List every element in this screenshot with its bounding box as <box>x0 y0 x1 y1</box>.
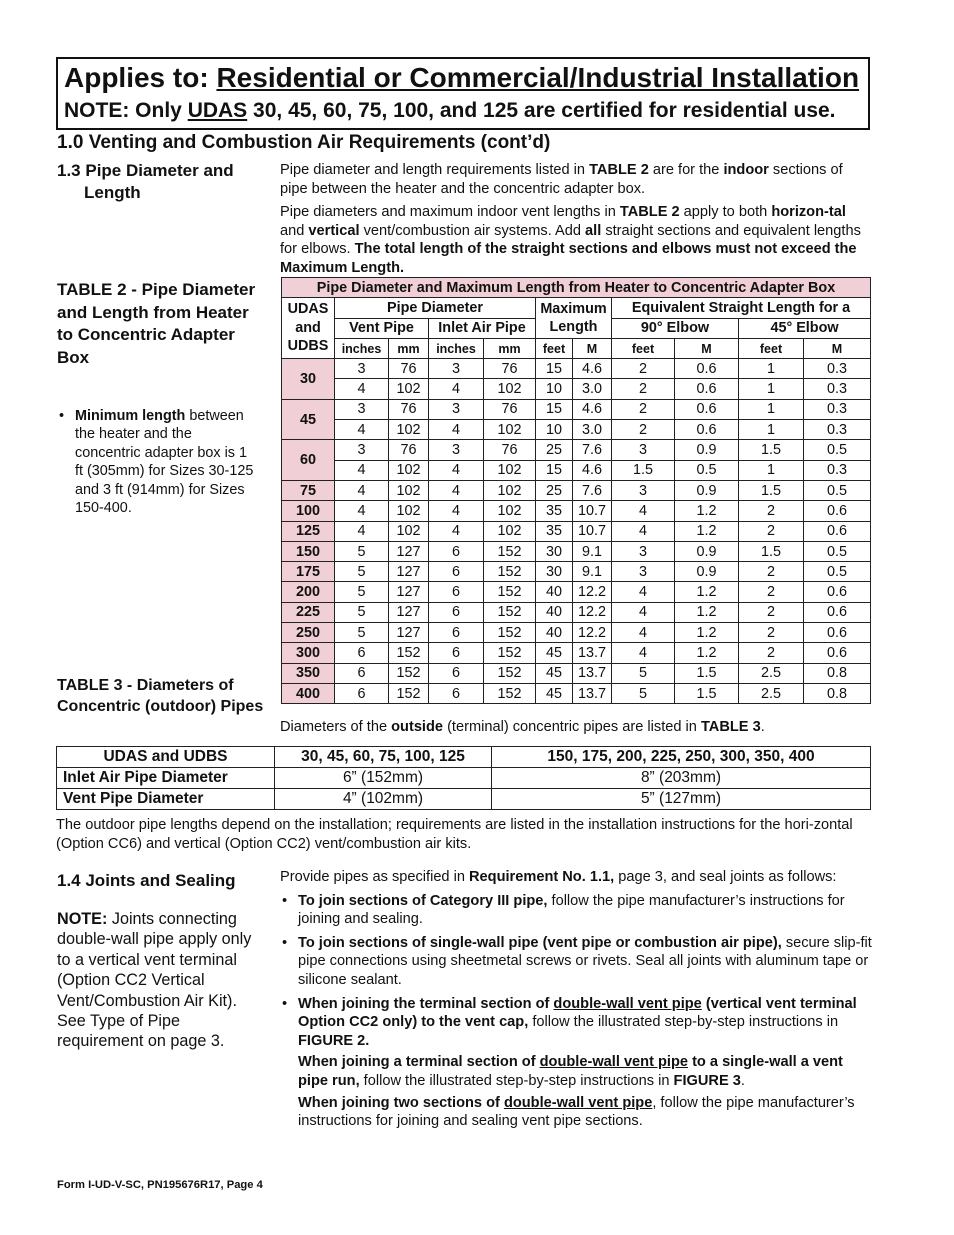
table-cell: 4 <box>429 420 484 440</box>
subsection-1-4-title: 1.4 Joints and Sealing <box>57 871 236 890</box>
page-footer: Form I-UD-V-SC, PN195676R17, Page 4 <box>57 1179 263 1191</box>
table-cell: 2 <box>739 501 804 521</box>
table-cell: 0.5 <box>804 480 871 500</box>
table-cell: 6 <box>429 602 484 622</box>
table-cell: 1 <box>739 359 804 379</box>
table-cell: 2 <box>739 602 804 622</box>
table-cell: 4 <box>612 521 675 541</box>
col-equivalent-length: Equivalent Straight Length for a <box>612 298 871 318</box>
table-row: Vent Pipe Diameter 4” (102mm) 5” (127mm) <box>57 789 871 810</box>
table-cell: 45 <box>536 663 573 683</box>
table-cell: 3 <box>335 399 389 419</box>
table-cell: 45 <box>536 643 573 663</box>
table-cell: 127 <box>389 623 429 643</box>
unit-inches: inches <box>429 338 484 358</box>
table-cell: 3 <box>429 399 484 419</box>
size-cell: 350 <box>282 663 335 683</box>
table-cell: 4 <box>612 623 675 643</box>
t3-header: 150, 175, 200, 225, 250, 300, 350, 400 <box>492 747 871 768</box>
table-row <box>282 582 871 602</box>
table-cell: 0.3 <box>804 379 871 399</box>
double-wall-to-single-wall: When joining a terminal section of double-wall vent pipe to a single-wall a vent pipe run, follow the illustrated step-by-step instructions in FIGURE 3. <box>298 1054 843 1089</box>
table-cell: 0.5 <box>804 541 871 561</box>
table-row <box>282 541 871 561</box>
table-cell: 6 <box>429 582 484 602</box>
table-cell: 4 <box>612 582 675 602</box>
table-cell: 102 <box>484 379 536 399</box>
table-cell: 102 <box>389 521 429 541</box>
list-item: • To join sections of Category III pipe, follow the pipe manufacturer’s instructions for joining and sealing. <box>280 892 872 929</box>
table-cell: 1.5 <box>739 541 804 561</box>
table-cell: 76 <box>484 399 536 419</box>
table-cell: 12.2 <box>573 623 612 643</box>
table-cell: 15 <box>536 460 573 480</box>
table-cell: 0.5 <box>804 562 871 582</box>
table-cell: 4.6 <box>573 399 612 419</box>
table-cell: 2 <box>612 379 675 399</box>
table-cell: 127 <box>389 582 429 602</box>
table-cell: 127 <box>389 541 429 561</box>
table-cell: 152 <box>389 643 429 663</box>
outdoor-note: The outdoor pipe lengths depend on the installation; requirements are listed in the installation instructions for the hori-zontal (Option CC6) and vertical (Option CC2) vent/combustion air kits. <box>56 817 853 852</box>
table-cell: 102 <box>484 460 536 480</box>
table-cell: 152 <box>389 663 429 683</box>
table-cell: 4 <box>429 521 484 541</box>
table-cell: 3.0 <box>573 379 612 399</box>
applies-to-heading: Applies to: Residential or Commercial/Industrial Installation <box>64 62 860 93</box>
table-cell: 6 <box>335 683 389 703</box>
table-cell: 6 <box>335 643 389 663</box>
table-cell: 102 <box>389 501 429 521</box>
table-cell: 102 <box>484 501 536 521</box>
table-cell: 152 <box>389 683 429 703</box>
table-3 <box>56 746 871 810</box>
t3-header: UDAS and UDBS <box>57 747 275 768</box>
unit-m: M <box>675 338 739 358</box>
table-cell: 10.7 <box>573 521 612 541</box>
table-cell: 4 <box>612 602 675 622</box>
table-cell: 3 <box>612 440 675 460</box>
table-cell: 1.2 <box>675 582 739 602</box>
table-cell: 0.9 <box>675 562 739 582</box>
size-cell: 200 <box>282 582 335 602</box>
col-vent-pipe: Vent Pipe <box>335 318 429 338</box>
table-cell: 10.7 <box>573 501 612 521</box>
table-cell: 6 <box>429 541 484 561</box>
table-cell: 30 <box>536 541 573 561</box>
table-cell: 5 <box>335 602 389 622</box>
certification-note: NOTE: Only UDAS 30, 45, 60, 75, 100, and 125 are certified for residential use. <box>64 99 836 122</box>
table-cell: 2 <box>612 359 675 379</box>
table-cell: 9.1 <box>573 562 612 582</box>
subsection-1-3-body <box>280 161 870 278</box>
list-item: • When joining the terminal section of double-wall vent pipe (vertical vent terminal Option CC2 only) to the vent cap, follow the illustrated step-by-step instructions in FIGURE 2. <box>280 995 872 1051</box>
table-cell: 0.6 <box>675 399 739 419</box>
table-cell: 0.9 <box>675 541 739 561</box>
table-cell: 30 <box>536 562 573 582</box>
table-cell: 1.2 <box>675 623 739 643</box>
table-cell: 13.7 <box>573 643 612 663</box>
table-row <box>282 480 871 500</box>
table-cell: 7.6 <box>573 440 612 460</box>
table-cell: 1.5 <box>739 440 804 460</box>
table-cell: 0.8 <box>804 663 871 683</box>
table-cell: 76 <box>389 399 429 419</box>
size-cell: 45 <box>282 399 335 440</box>
table-cell: 6 <box>429 663 484 683</box>
table-cell: 76 <box>484 440 536 460</box>
table-cell: 127 <box>389 602 429 622</box>
table-cell: 102 <box>484 521 536 541</box>
size-cell: 100 <box>282 501 335 521</box>
table-cell: 3 <box>612 480 675 500</box>
table-cell: 76 <box>389 440 429 460</box>
table-cell: 10 <box>536 420 573 440</box>
table-cell: 152 <box>484 602 536 622</box>
table-cell: 4.6 <box>573 460 612 480</box>
table-row: Inlet Air Pipe Diameter 6” (152mm) 8” (203mm) <box>57 768 871 789</box>
table-row <box>282 379 871 399</box>
table-cell: 152 <box>484 663 536 683</box>
table-cell: 0.6 <box>804 602 871 622</box>
table-cell: 40 <box>536 582 573 602</box>
table-cell: 102 <box>389 379 429 399</box>
col-maximum-length: Maximum Length <box>536 298 612 339</box>
table-cell: 152 <box>484 541 536 561</box>
table-cell: 0.8 <box>804 683 871 703</box>
table-cell: 1.5 <box>612 460 675 480</box>
table-cell: 152 <box>484 683 536 703</box>
table-cell: 6 <box>429 562 484 582</box>
table-cell: 5 <box>335 562 389 582</box>
table-row <box>282 683 871 703</box>
table-cell: 102 <box>484 480 536 500</box>
joints-intro: Provide pipes as specified in Requirement No. 1.1, page 3, and seal joints as follows: <box>280 869 837 885</box>
size-cell: 30 <box>282 359 335 400</box>
size-cell: 125 <box>282 521 335 541</box>
table-cell: 7.6 <box>573 480 612 500</box>
table-cell: 102 <box>389 460 429 480</box>
table-cell: 1.2 <box>675 501 739 521</box>
table-cell: 76 <box>484 359 536 379</box>
table-cell: 45 <box>536 683 573 703</box>
table-cell: 5 <box>612 683 675 703</box>
table-row <box>282 562 871 582</box>
table-cell: 5 <box>335 582 389 602</box>
table-cell: 5 <box>335 623 389 643</box>
table-cell: 152 <box>484 562 536 582</box>
table-cell: 4 <box>335 460 389 480</box>
table-cell: 4 <box>335 379 389 399</box>
table-cell: 0.3 <box>804 420 871 440</box>
table-row <box>282 663 871 683</box>
table-row <box>282 521 871 541</box>
table-cell: 35 <box>536 501 573 521</box>
col-90-elbow: 90° Elbow <box>612 318 739 338</box>
table-cell: 102 <box>389 420 429 440</box>
table-cell: 1.2 <box>675 602 739 622</box>
table-cell: 152 <box>484 582 536 602</box>
table-cell: 4 <box>612 643 675 663</box>
unit-feet: feet <box>536 338 573 358</box>
table-cell: 25 <box>536 480 573 500</box>
table-cell: 0.6 <box>675 420 739 440</box>
table-cell: 0.6 <box>804 582 871 602</box>
table-cell: 0.6 <box>675 359 739 379</box>
table-cell: 4 <box>429 460 484 480</box>
table-cell: 0.3 <box>804 460 871 480</box>
table-cell: 1 <box>739 420 804 440</box>
table-cell: 0.6 <box>804 501 871 521</box>
table-row <box>282 501 871 521</box>
table-cell: 6 <box>335 663 389 683</box>
table-cell: 1.5 <box>739 480 804 500</box>
size-cell: 225 <box>282 602 335 622</box>
table-2-title: Pipe Diameter and Maximum Length from Heater to Concentric Adapter Box <box>282 278 871 298</box>
table-cell: 1.5 <box>675 663 739 683</box>
table-cell: 1.2 <box>675 643 739 663</box>
table-cell: 3 <box>429 440 484 460</box>
table-cell: 0.6 <box>804 521 871 541</box>
applies-to-banner <box>56 57 870 130</box>
table-cell: 25 <box>536 440 573 460</box>
table-row <box>282 602 871 622</box>
minimum-length-note <box>57 407 257 517</box>
size-cell: 60 <box>282 440 335 481</box>
table-3-intro: Diameters of the outside (terminal) concentric pipes are listed in TABLE 3. <box>280 719 765 735</box>
size-cell: 150 <box>282 541 335 561</box>
table-cell: 1.2 <box>675 521 739 541</box>
unit-mm: mm <box>484 338 536 358</box>
size-cell: 250 <box>282 623 335 643</box>
table-cell: 1.5 <box>675 683 739 703</box>
table-cell: 2.5 <box>739 683 804 703</box>
list-item: • Minimum length between the heater and the concentric adapter box is 1 ft (305mm) for Sizes 30-125 and 3 ft (914mm) for Sizes 150-400. <box>57 407 257 517</box>
table-3-label: TABLE 3 - Diameters of Concentric (outdoor) Pipes <box>57 677 264 715</box>
table-row <box>282 359 871 379</box>
size-cell: 75 <box>282 480 335 500</box>
unit-mm: mm <box>389 338 429 358</box>
table-cell: 12.2 <box>573 582 612 602</box>
table-cell: 2 <box>612 420 675 440</box>
table-cell: 2 <box>739 521 804 541</box>
table-cell: 9.1 <box>573 541 612 561</box>
t3-header: 30, 45, 60, 75, 100, 125 <box>275 747 492 768</box>
size-cell: 300 <box>282 643 335 663</box>
table-cell: 1 <box>739 460 804 480</box>
table-cell: 15 <box>536 399 573 419</box>
table-cell: 13.7 <box>573 663 612 683</box>
table-cell: 0.6 <box>675 379 739 399</box>
size-cell: 400 <box>282 683 335 703</box>
table-2-label: TABLE 2 - Pipe Diameter and Length from Heater to Concentric Adapter Box <box>57 280 256 367</box>
table-cell: 127 <box>389 562 429 582</box>
table-cell: 0.6 <box>804 623 871 643</box>
unit-feet: feet <box>739 338 804 358</box>
table-cell: 40 <box>536 623 573 643</box>
table-cell: 0.3 <box>804 359 871 379</box>
table-cell: 3 <box>612 541 675 561</box>
table-cell: 5 <box>335 541 389 561</box>
table-cell: 40 <box>536 602 573 622</box>
table-cell: 152 <box>484 643 536 663</box>
table-cell: 3 <box>335 440 389 460</box>
table-cell: 5 <box>612 663 675 683</box>
unit-feet: feet <box>612 338 675 358</box>
table-cell: 6 <box>429 623 484 643</box>
table-cell: 102 <box>484 420 536 440</box>
table-cell: 0.3 <box>804 399 871 419</box>
paragraph-2: Pipe diameters and maximum indoor vent lengths in TABLE 2 apply to both horizon-tal and vertical vent/combustion air systems. Add all straight sections and equivalent lengths for elbows. The total length of the straight sections and elbows must not exceed the Maximum Length. <box>280 204 861 276</box>
table-cell: 4 <box>612 501 675 521</box>
table-cell: 0.9 <box>675 440 739 460</box>
table-cell: 2 <box>612 399 675 419</box>
col-inlet-air-pipe: Inlet Air Pipe <box>429 318 536 338</box>
section-title: 1.0 Venting and Combustion Air Requirements (cont’d) <box>57 132 551 153</box>
unit-m: M <box>573 338 612 358</box>
table-cell: 3 <box>612 562 675 582</box>
col-udas: UDAS and UDBS <box>282 298 335 359</box>
table-cell: 2.5 <box>739 663 804 683</box>
size-cell: 175 <box>282 562 335 582</box>
table-cell: 4 <box>335 521 389 541</box>
paragraph-1: Pipe diameter and length requirements listed in TABLE 2 are for the indoor sections of pipe between the heater and the concentric adapter box. <box>280 162 843 197</box>
table-cell: 4 <box>429 379 484 399</box>
table-cell: 1 <box>739 399 804 419</box>
table-cell: 0.6 <box>804 643 871 663</box>
table-cell: 4 <box>335 480 389 500</box>
table-cell: 1 <box>739 379 804 399</box>
table-cell: 3 <box>429 359 484 379</box>
table-cell: 10 <box>536 379 573 399</box>
table-cell: 2 <box>739 643 804 663</box>
col-45-elbow: 45° Elbow <box>739 318 871 338</box>
subsection-1-4-body <box>280 868 872 1131</box>
table-cell: 2 <box>739 562 804 582</box>
table-row <box>282 643 871 663</box>
double-wall-to-double-wall: When joining two sections of double-wall vent pipe, follow the pipe manufacturer’s instructions for joining and sealing vent pipe sections. <box>298 1094 855 1130</box>
table-cell: 0.5 <box>804 440 871 460</box>
table-cell: 3.0 <box>573 420 612 440</box>
table-cell: 4 <box>335 420 389 440</box>
list-item: • To join sections of single-wall pipe (vent pipe or combustion air pipe), secure slip-fit pipe connections using sheetmetal screws or rivets. Seal all joints with aluminum tape or silicone sealant. <box>280 934 872 990</box>
table-cell: 4.6 <box>573 359 612 379</box>
table-cell: 102 <box>389 480 429 500</box>
table-cell: 6 <box>429 643 484 663</box>
table-cell: 152 <box>484 623 536 643</box>
table-cell: 4 <box>335 501 389 521</box>
table-row <box>282 420 871 440</box>
table-cell: 2 <box>739 582 804 602</box>
table-cell: 2 <box>739 623 804 643</box>
joints-note: NOTE: Joints connecting double-wall pipe apply only to a vertical vent terminal (Option CC2 Vertical Vent/Combustion Air Kit). See Type of Pipe requirement on page 3. <box>57 910 252 1051</box>
table-cell: 35 <box>536 521 573 541</box>
table-cell: 12.2 <box>573 602 612 622</box>
table-cell: 13.7 <box>573 683 612 703</box>
table-cell: 4 <box>429 501 484 521</box>
table-row <box>282 460 871 480</box>
table-cell: 76 <box>389 359 429 379</box>
unit-m: M <box>804 338 871 358</box>
table-cell: 3 <box>335 359 389 379</box>
col-pipe-diameter: Pipe Diameter <box>335 298 536 318</box>
subsection-1-3-title: 1.3 Pipe Diameter and Length <box>57 161 234 202</box>
table-row <box>282 399 871 419</box>
table-2 <box>281 277 871 704</box>
table-cell: 4 <box>429 480 484 500</box>
unit-inches: inches <box>335 338 389 358</box>
table-cell: 0.5 <box>675 460 739 480</box>
table-row <box>282 623 871 643</box>
table-cell: 0.9 <box>675 480 739 500</box>
table-cell: 15 <box>536 359 573 379</box>
table-cell: 6 <box>429 683 484 703</box>
table-row <box>282 440 871 460</box>
